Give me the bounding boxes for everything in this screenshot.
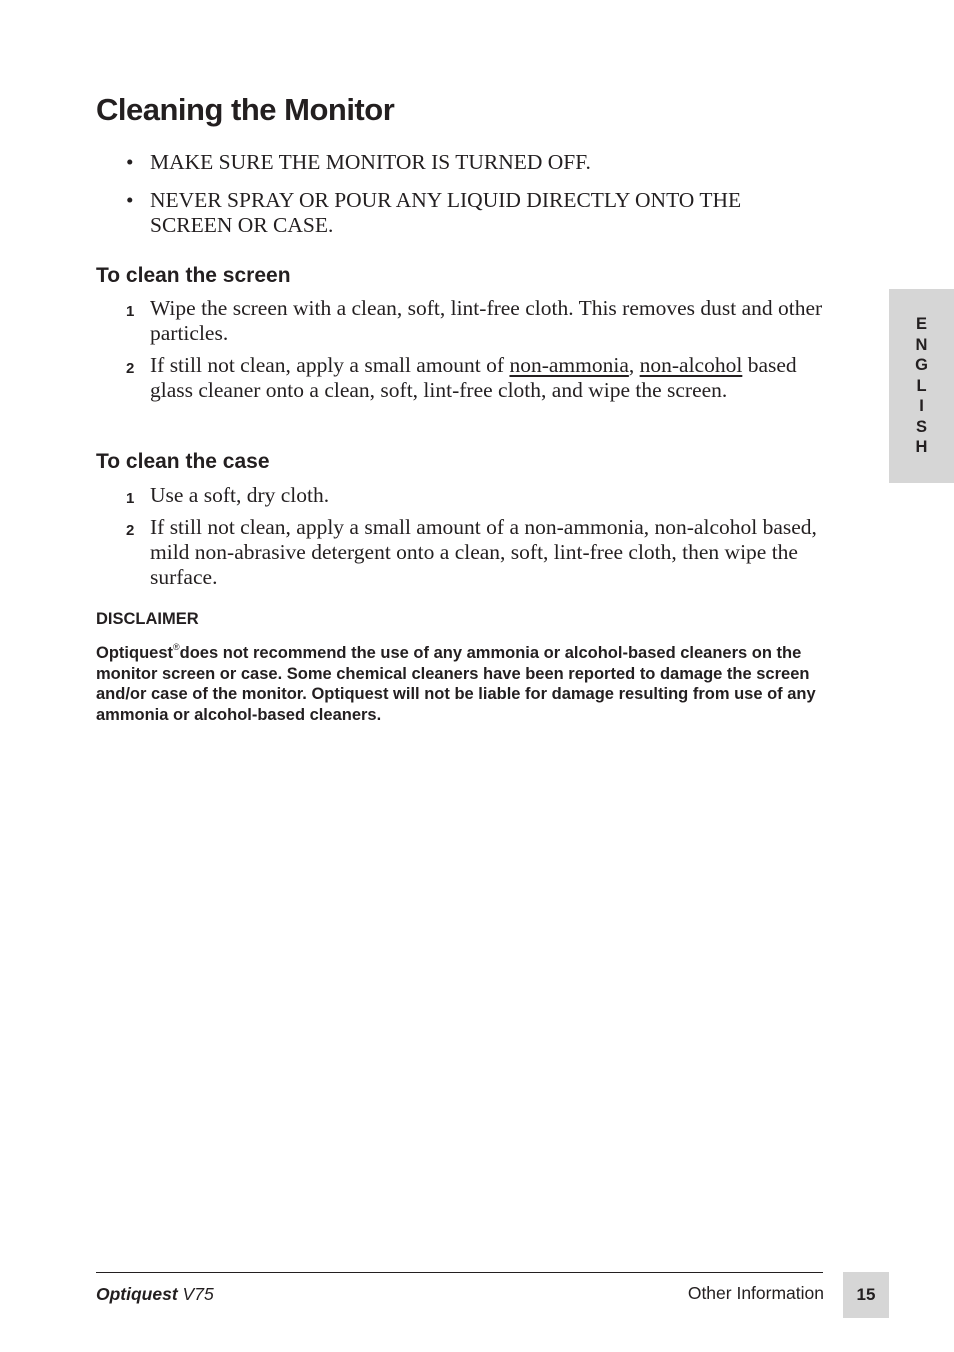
case-steps bbox=[126, 483, 826, 597]
case-heading: To clean the case bbox=[96, 450, 270, 473]
language-tab-english bbox=[889, 289, 954, 483]
disclaimer-body: does not recommend the use of any ammonia or alcohol-based cleaners on the monitor screen or case. Some chemical cleaners have been reported to damage the screen and/or case of the monitor. Optiquest will not be liable for damage resulting from use of any ammonia or alcohol-based cleaners. bbox=[96, 644, 816, 725]
screen-heading: To clean the screen bbox=[96, 264, 291, 287]
tab-letter: E bbox=[915, 315, 927, 334]
footer-divider bbox=[96, 1272, 823, 1273]
warning-item bbox=[126, 150, 816, 175]
tab-letter: N bbox=[915, 335, 928, 354]
screen-step bbox=[126, 296, 826, 346]
step-number: 1 bbox=[126, 490, 135, 507]
warning-list bbox=[126, 150, 816, 251]
page-number: 15 bbox=[843, 1272, 889, 1318]
footer-product bbox=[96, 1284, 214, 1305]
step-text: If still not clean, apply a small amount of a non-ammonia, non-alcohol based, mild non-abrasive detergent onto a clean, soft, lint-free cloth, then wipe the surface. bbox=[150, 515, 817, 589]
disclaimer-text bbox=[96, 637, 826, 726]
tab-letter: H bbox=[915, 438, 928, 457]
footer-section-title: Other Information bbox=[687, 1283, 824, 1303]
step-number: 2 bbox=[126, 522, 135, 539]
footer-model: V75 bbox=[182, 1284, 214, 1304]
underlined-term-non-alcohol: non-alcohol bbox=[639, 353, 743, 377]
step-text: Wipe the screen with a clean, soft, lint-free cloth. This removes dust and other particles. bbox=[150, 296, 823, 345]
underlined-term-non-ammonia: non-ammonia bbox=[509, 353, 629, 377]
disclaimer-brand: Optiquest bbox=[96, 644, 173, 662]
bullet-icon: • bbox=[126, 188, 134, 212]
step-text: Use a soft, dry cloth. bbox=[150, 483, 330, 507]
warning-item bbox=[126, 188, 816, 238]
step-text bbox=[150, 353, 797, 402]
tab-letter: L bbox=[916, 376, 927, 395]
registered-mark: ® bbox=[173, 642, 180, 652]
warning-text: MAKE SURE THE MONITOR IS TURNED OFF. bbox=[150, 150, 591, 174]
tab-letter: G bbox=[915, 356, 928, 375]
screen-step bbox=[126, 353, 826, 403]
screen-steps bbox=[126, 296, 826, 410]
separator: , bbox=[628, 353, 640, 377]
step-number: 1 bbox=[126, 303, 135, 320]
warning-text: NEVER SPRAY OR POUR ANY LIQUID DIRECTLY ONTO THE SCREEN OR CASE. bbox=[150, 188, 742, 237]
step-text-start: If still not clean, apply a small amount of bbox=[150, 353, 510, 377]
step-text-end: based glass cleaner onto a clean, soft, lint-free cloth, and wipe the screen. bbox=[150, 353, 797, 402]
bullet-icon: • bbox=[126, 150, 134, 174]
disclaimer-heading: DISCLAIMER bbox=[96, 610, 199, 628]
page-title: Cleaning the Monitor bbox=[96, 92, 395, 127]
tab-letter: S bbox=[915, 417, 927, 436]
case-step bbox=[126, 515, 826, 590]
tab-letter: I bbox=[919, 397, 924, 416]
step-number: 2 bbox=[126, 360, 135, 377]
footer-brand-name: Optiquest bbox=[96, 1284, 178, 1304]
case-step bbox=[126, 483, 826, 508]
